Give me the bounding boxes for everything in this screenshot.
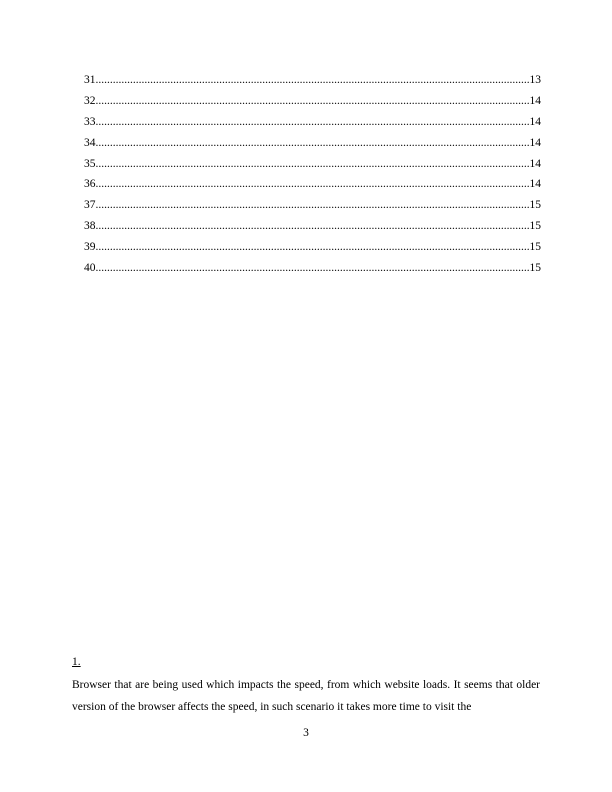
body-line-2: older version of the browser affects the speed, in such scenario it takes more time to visit the bbox=[72, 679, 541, 713]
toc-entry-number: 39 bbox=[84, 241, 96, 254]
toc-dot-leader bbox=[96, 174, 530, 195]
toc-entry[interactable] bbox=[84, 237, 541, 258]
toc-entry-number: 36 bbox=[84, 178, 96, 191]
toc-entry[interactable] bbox=[84, 154, 541, 175]
toc-entry-page: 15 bbox=[529, 199, 541, 212]
toc-entry-page: 14 bbox=[529, 178, 541, 191]
toc-entry-number: 31 bbox=[84, 74, 96, 86]
toc-entry-page: 13 bbox=[529, 74, 541, 86]
toc-entry-number: 40 bbox=[84, 262, 96, 275]
toc-entry-page: 15 bbox=[529, 262, 541, 275]
toc-entry[interactable] bbox=[84, 195, 541, 216]
toc-dot-leader bbox=[96, 237, 530, 258]
toc-entry-page: 15 bbox=[529, 220, 541, 233]
page-number: 3 bbox=[303, 727, 309, 739]
toc-entry-number: 32 bbox=[84, 94, 96, 107]
toc-entry-number: 33 bbox=[84, 115, 96, 128]
toc-entry-number: 35 bbox=[84, 157, 96, 170]
toc-entry[interactable] bbox=[84, 70, 541, 91]
toc-entry-page: 14 bbox=[529, 94, 541, 107]
toc-dot-leader bbox=[96, 91, 530, 112]
toc-entry[interactable] bbox=[84, 174, 541, 195]
toc-dot-leader bbox=[96, 133, 530, 154]
toc-dot-leader bbox=[96, 195, 530, 216]
table-of-contents bbox=[84, 70, 541, 279]
toc-dot-leader bbox=[96, 216, 530, 237]
toc-dot-leader bbox=[96, 112, 530, 133]
toc-entry-page: 14 bbox=[529, 136, 541, 149]
toc-entry[interactable] bbox=[84, 258, 541, 279]
toc-dot-leader bbox=[96, 258, 530, 279]
toc-entry-number: 34 bbox=[84, 136, 96, 149]
section-heading: 1. bbox=[72, 656, 81, 668]
toc-entry[interactable] bbox=[84, 112, 541, 133]
toc-entry-page: 15 bbox=[529, 241, 541, 254]
toc-dot-leader bbox=[96, 154, 530, 175]
body-line-1: Browser that are being used which impacts the speed, from which website loads. It seems that bbox=[72, 679, 513, 691]
toc-entry[interactable] bbox=[84, 216, 541, 237]
toc-entry-number: 38 bbox=[84, 220, 96, 233]
body-paragraph bbox=[72, 674, 540, 718]
toc-entry-number: 37 bbox=[84, 199, 96, 212]
toc-dot-leader bbox=[96, 70, 530, 91]
toc-entry[interactable] bbox=[84, 133, 541, 154]
section-1 bbox=[72, 654, 540, 718]
toc-entry-page: 14 bbox=[529, 115, 541, 128]
toc-entry[interactable] bbox=[84, 91, 541, 112]
toc-entry-page: 14 bbox=[529, 157, 541, 170]
